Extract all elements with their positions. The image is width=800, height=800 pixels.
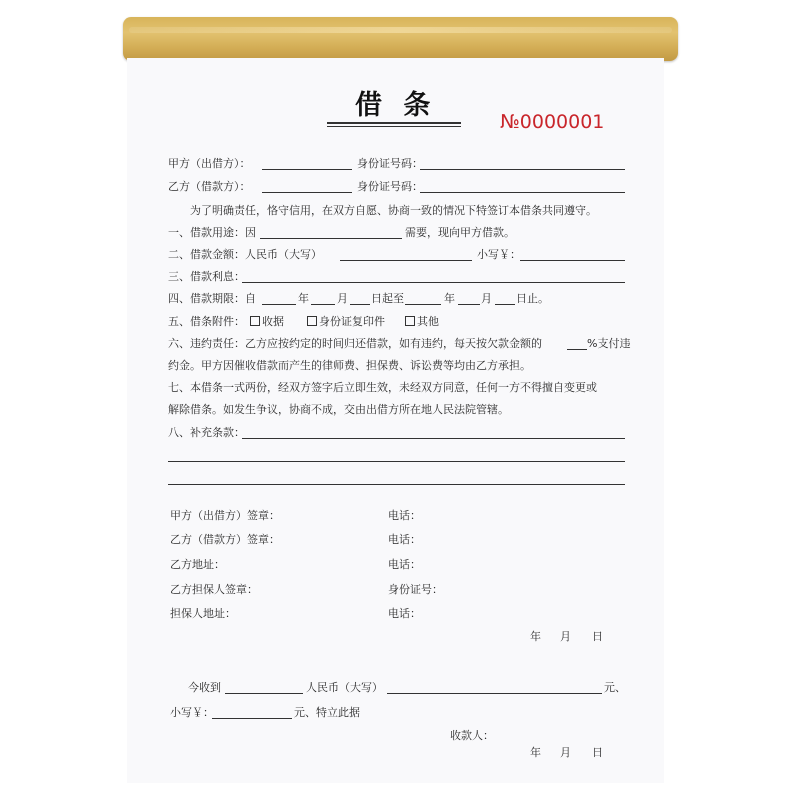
penalty-rate-field[interactable]	[567, 349, 587, 350]
lender-id-field[interactable]	[420, 169, 625, 170]
address-phone-label: 电话：	[388, 558, 421, 571]
supplementary-field-2[interactable]	[168, 461, 625, 462]
receipt-date-day: 日	[592, 746, 603, 759]
clause-2-label: 二、借款金额：人民币（大写）	[168, 248, 322, 261]
amount-caps-field[interactable]	[340, 260, 472, 261]
sign-date-month: 月	[560, 630, 571, 643]
end-month-field[interactable]	[458, 304, 480, 305]
receipt-amount-small-field[interactable]	[212, 718, 292, 719]
clause-3-label: 三、借款利息：	[168, 270, 245, 283]
clause-6-line-1: 六、违约责任：乙方应按约定的时间归还借款，如有违约，每天按欠款金额的	[168, 337, 542, 350]
intro-text: 为了明确责任，恪守信用，在双方自愿、协商一致的情况下特签订本借条共同遵守。	[190, 204, 597, 217]
form-title: 借 条	[355, 90, 437, 121]
end-day-field[interactable]	[495, 304, 515, 305]
borrower-id-label: 身份证号码：	[357, 180, 423, 193]
lender-label: 甲方（出借方）：	[168, 157, 251, 170]
attachment-other-option[interactable]	[405, 315, 439, 328]
clause-7-line-2: 解除借条。如发生争议，协商不成，交由出借方所在地人民法院管辖。	[168, 403, 509, 416]
receipt-date-month: 月	[560, 746, 571, 759]
start-day-field[interactable]	[350, 304, 370, 305]
clause-6-line-2: 约金。甲方因催收借款而产生的律师费、担保费、诉讼费等均由乙方承担。	[168, 359, 531, 372]
receipt-rmb-caps-label: 人民币（大写）	[306, 681, 383, 694]
borrower-id-field[interactable]	[420, 192, 625, 193]
other-option-label: 其他	[417, 315, 439, 328]
start-year-unit: 年	[298, 292, 309, 305]
receipt-checkbox[interactable]	[250, 316, 260, 326]
attachment-receipt-option[interactable]	[250, 315, 284, 328]
guarantor-address-label: 担保人地址：	[170, 607, 236, 620]
borrower-name-field[interactable]	[262, 192, 352, 193]
lender-id-label: 身份证号码：	[357, 157, 423, 170]
receipt-payer-field[interactable]	[225, 693, 303, 694]
clause-7-line-1: 七、本借条一式两份，经双方签字后立即生效，未经双方同意，任何一方不得擅自变更或	[168, 381, 597, 394]
receipt-received-label: 今收到	[188, 681, 221, 694]
start-month-field[interactable]	[311, 304, 335, 305]
supplementary-field-1[interactable]	[242, 438, 625, 439]
interest-field[interactable]	[242, 282, 625, 283]
receipt-option-label: 收据	[262, 315, 284, 328]
receipt-end-label: 元、特立此据	[294, 706, 360, 719]
borrower-address-label: 乙方地址：	[170, 558, 225, 571]
clause-1-label: 一、借款用途：因	[168, 226, 256, 239]
lender-phone-label: 电话：	[388, 509, 421, 522]
attachment-id-copy-option[interactable]	[307, 315, 385, 328]
start-year-field[interactable]	[262, 304, 296, 305]
clause-8-label: 八、补充条款：	[168, 426, 245, 439]
end-month-unit: 月	[481, 292, 492, 305]
clause-1-tail: 需要，现向甲方借款。	[405, 226, 515, 239]
borrower-label: 乙方（借款方）：	[168, 180, 251, 193]
receiver-label: 收款人：	[450, 729, 494, 742]
start-month-unit: 月	[337, 292, 348, 305]
receipt-amount-caps-field[interactable]	[387, 693, 602, 694]
guarantor-id-label: 身份证号：	[388, 583, 443, 596]
clause-4-label: 四、借款期限：自	[168, 292, 256, 305]
receipt-yuan-label: 元、	[604, 681, 626, 694]
borrower-signature-label: 乙方（借款方）签章：	[170, 533, 280, 546]
receipt-small-label: 小写￥：	[170, 706, 214, 719]
end-day-unit: 日止。	[516, 292, 549, 305]
title-underline-bottom	[327, 126, 461, 127]
receipt-date-year: 年	[530, 746, 541, 759]
pad-binding-strip	[123, 17, 678, 61]
title-underline-top	[327, 122, 461, 124]
end-year-field[interactable]	[405, 304, 441, 305]
guarantor-phone-label: 电话：	[388, 607, 421, 620]
supplementary-field-3[interactable]	[168, 484, 625, 485]
clause-2-small-label: 小写￥：	[477, 248, 521, 261]
binding-highlight	[129, 27, 672, 33]
lender-name-field[interactable]	[262, 169, 352, 170]
loan-purpose-field[interactable]	[260, 238, 402, 239]
sign-date-year: 年	[530, 630, 541, 643]
lender-signature-label: 甲方（出借方）签章：	[170, 509, 280, 522]
end-year-unit: 年	[444, 292, 455, 305]
start-day-unit: 日起至	[371, 292, 404, 305]
id-copy-checkbox[interactable]	[307, 316, 317, 326]
sign-date-day: 日	[592, 630, 603, 643]
other-checkbox[interactable]	[405, 316, 415, 326]
clause-6-line-1-tail: %支付违	[587, 337, 631, 350]
guarantor-signature-label: 乙方担保人签章：	[170, 583, 258, 596]
serial-number: №0000001	[500, 111, 605, 133]
clause-5-label: 五、借条附件：	[168, 315, 245, 328]
borrower-phone-label: 电话：	[388, 533, 421, 546]
id-copy-option-label: 身份证复印件	[319, 315, 385, 328]
amount-small-field[interactable]	[520, 260, 625, 261]
